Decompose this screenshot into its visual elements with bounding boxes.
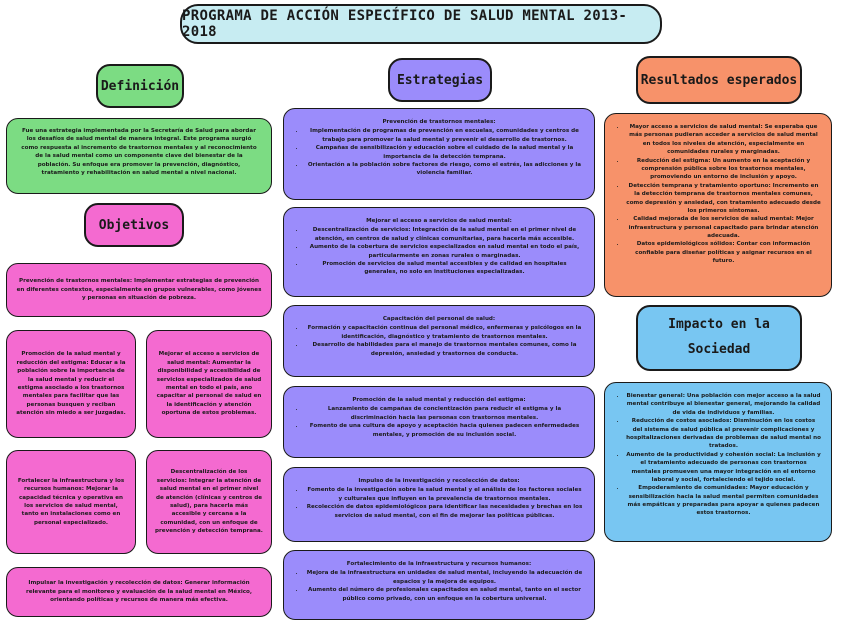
objetivo-card: Descentralización de los servicios: Integrar la atención de salud mental en el primer nivel de atención (clínicas y centros de salud), para hacerla más accesible y cercana a la comunidad, con un enfoque de prevención y detección temprana.	[146, 450, 272, 554]
estrategia-item: • Implementación de programas de prevención en escuelas, comunidades y centros de trabajo para promover la salud mental y prevenir el desarrollo de trastornos.	[305, 127, 584, 144]
estrategia-section	[283, 386, 595, 458]
estrategia-item: • Fomento de la investigación sobre la salud mental y el análisis de los factores sociales y culturales que influyen en la prevalencia de trastornos mentales.	[305, 486, 584, 503]
impacto-heading-line: Sociedad	[687, 342, 751, 357]
estrategia-item: • Lanzamiento de campañas de concientización para reducir el estigma y la discriminación hacia las personas con trastornos mentales.	[305, 405, 584, 422]
estrategia-section	[283, 207, 595, 297]
estrategia-section	[283, 108, 595, 200]
estrategia-section	[283, 550, 595, 620]
objetivo-card: Fortalecer la infraestructura y los recursos humanos: Mejorar la capacidad técnica y operativa en los servicios de salud mental, tanto en instalaciones como en personal especializado.	[6, 450, 136, 554]
resultado-item: • Mayor acceso a servicios de salud mental: Se esperaba que más personas pudieran acceder a servicios de salud mental en todos los niveles de atención, especialmente en comunidades rurales y marginadas.	[626, 123, 821, 157]
impacto-heading-line: Impacto en la	[668, 317, 770, 333]
estrategia-section-title: Promoción de la salud mental y reducción del estigma:	[352, 397, 526, 403]
estrategia-item: • Aumento de la cobertura de servicios especializados en salud mental en todo el país, particularmente en zonas rurales o marginadas.	[305, 243, 584, 260]
estrategias-heading: Estrategias	[388, 58, 492, 102]
resultados-list	[604, 113, 832, 297]
estrategia-section	[283, 467, 595, 542]
objetivo-card: Mejorar el acceso a servicios de salud mental: Aumentar la disponibilidad y accesibilidad de servicios especializados de salud mental en todo el país, ano capacitar al personal de salud en la identificación y atención oportuna de estos problemas.	[146, 330, 272, 438]
estrategia-item: • Orientación a la población sobre factores de riesgo, como el estrés, las adicciones y la violencia familiar.	[305, 161, 584, 178]
objetivo-card: Promoción de la salud mental y reducción del estigma: Educar a la población sobre la importancia de la salud mental y reducir el estigma asociado a los trastornos mentales para facilitar que las personas busquen y reciban atención sin miedo a ser juzgadas.	[6, 330, 136, 438]
objetivos-heading: Objetivos	[84, 203, 184, 247]
impacto-heading	[636, 305, 802, 371]
estrategia-section-title: Capacitación del personal de salud:	[382, 316, 496, 322]
resultado-item: • Detección temprana y tratamiento oportuno: Incremento en la detección temprana de trastornos mentales comunes, como depresión y ansiedad, con tratamiento adecuado desde los primeros síntomas.	[626, 182, 821, 216]
estrategia-item: • Aumento del número de profesionales capacitados en salud mental, tanto en el sector público como privado, con un enfoque en la cobertura universal.	[305, 586, 584, 603]
impacto-item: • Reducción de costos asociados: Disminución en los costos del sistema de salud pública al prevenir complicaciones y hospitalizaciones derivadas de problemas de salud mental no tratados.	[626, 417, 821, 451]
estrategia-item: • Formación y capacitación continua del personal médico, enfermeras y psicólogos en la identificación, diagnóstico y tratamiento de trastornos mentales.	[305, 324, 584, 341]
estrategia-item: • Promoción de servicios de salud mental accesibles y de calidad en hospitales generales, no solo en instituciones especializadas.	[305, 260, 584, 277]
estrategia-item: • Mejora de la infraestructura en unidades de salud mental, incluyendo la adecuación de espacios y la mejora de equipos.	[305, 569, 584, 586]
estrategia-item: • Fomento de una cultura de apoyo y aceptación hacia quienes padecen enfermedades mentales, y promoción de su inclusión social.	[305, 422, 584, 439]
estrategia-item: • Recolección de datos epidemiológicos para identificar las necesidades y brechas en los servicios de salud mental, con el fin de mejorar las políticas públicas.	[305, 503, 584, 520]
objetivo-card: Impulsar la investigación y recolección de datos: Generar información relevante para el monitoreo y evaluación de la salud mental en México, orientando políticas y recursos de manera más efectiva.	[6, 567, 272, 617]
definicion-text: Fue una estrategia implementada por la Secretaría de Salud para abordar los desafíos de salud mental de manera integral. Este programa surgió como respuesta al incremento de trastornos mentales y al reconocimiento de la salud mental como un componente clave del bienestar de la población. Su enfoque era promover la prevención, diagnóstico, tratamiento y rehabilitación en salud mental a nivel nacional.	[6, 118, 272, 194]
estrategia-section	[283, 305, 595, 377]
page-title: PROGRAMA DE ACCIÓN ESPECÍFICO DE SALUD MENTAL 2013-2018	[180, 4, 662, 44]
estrategia-item: • Descentralización de servicios: Integración de la salud mental en el primer nivel de atención, en centros de salud y clínicas comunitarias, para hacerla más accesible.	[305, 226, 584, 243]
impacto-item: • Empoderamiento de comunidades: Mayor educación y sensibilización hacia la salud mental permiten comunidades más empáticas y preparadas para apoyar a quienes padecen estos trastornos.	[626, 484, 821, 518]
impacto-item: • Bienestar general: Una población con mejor acceso a la salud mental contribuye al bienestar general, mejorando la calidad de vida de individuos y familias.	[626, 392, 821, 417]
impacto-list	[604, 382, 832, 542]
definicion-heading: Definición	[96, 64, 184, 108]
resultado-item: • Calidad mejorada de los servicios de salud mental: Mejor infraestructura y personal capacitado para brindar atención adecuada.	[626, 215, 821, 240]
objetivo-card: Prevención de trastornos mentales: Implementar estrategias de prevención en diferentes contextos, especialmente en grupos vulnerables, como jóvenes y personas en situación de pobreza.	[6, 263, 272, 317]
impacto-item: • Aumento de la productividad y cohesión social: La inclusión y el tratamiento adecuado de personas con trastornos mentales promueven una mayor integración en el entorno laboral y social, fortaleciendo el tejido social.	[626, 451, 821, 485]
estrategia-section-title: Fortalecimiento de la infraestructura y recursos humanos:	[346, 561, 532, 567]
resultado-item: • Datos epidemiológicos sólidos: Contar con información confiable para diseñar políticas y asignar recursos en el futuro.	[626, 240, 821, 265]
estrategia-section-title: Prevención de trastornos mentales:	[382, 119, 496, 125]
estrategia-section-title: Mejorar el acceso a servicios de salud mental:	[366, 218, 512, 224]
resultado-item: • Reducción del estigma: Un aumento en la aceptación y comprensión pública sobre los trastornos mentales, promoviendo un entorno de inclusión y apoyo.	[626, 157, 821, 182]
resultados-heading: Resultados esperados	[636, 56, 802, 104]
estrategia-item: • Desarrollo de habilidades para el manejo de trastornos mentales comunes, como la depresión, ansiedad y trastornos de conducta.	[305, 341, 584, 358]
estrategia-section-title: Impulso de la investigación y recolección de datos:	[358, 478, 520, 484]
estrategia-item: • Campañas de sensibilización y educación sobre el cuidado de la salud mental y la importancia de la detección temprana.	[305, 144, 584, 161]
